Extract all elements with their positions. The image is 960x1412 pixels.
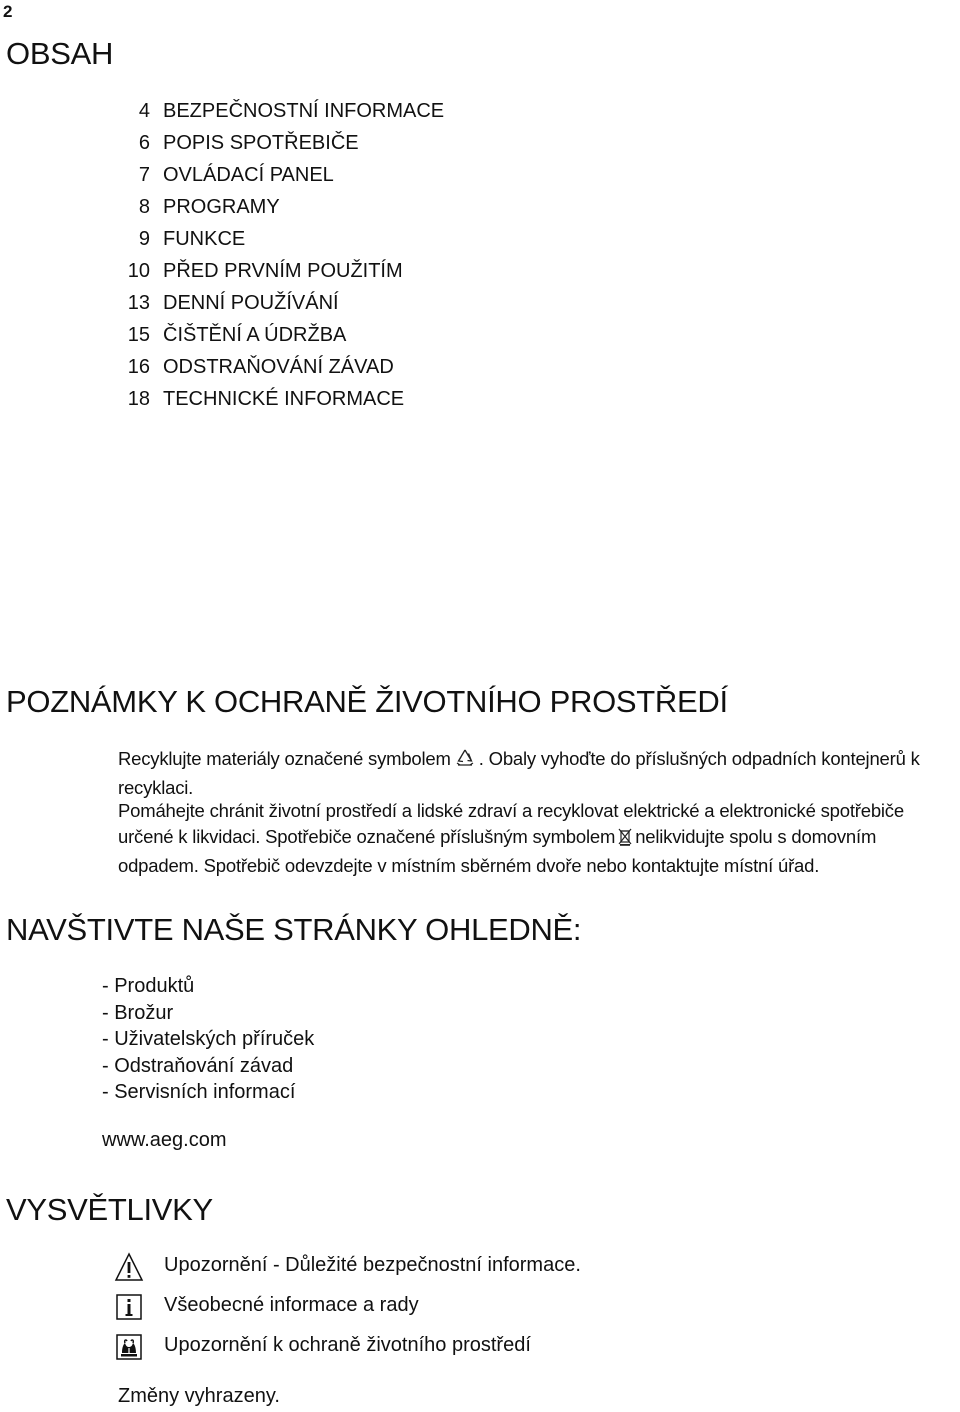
weee-text-after: nelikvidujte spolu s domovním odpadem. Spotřebič odevzdejte v místním sběrném dvoře nebo kontaktujte místní úřad. <box>118 826 877 876</box>
warning-icon <box>114 1252 144 1282</box>
list-item: - Uživatelských příruček <box>102 1028 315 1050</box>
legend-text: Všeobecné informace a rady <box>164 1294 419 1316</box>
recycling-paragraph <box>118 746 958 801</box>
toc-item[interactable] <box>110 385 404 413</box>
crossed-bin-icon <box>618 827 632 853</box>
toc-page-number: 18 <box>127 388 150 410</box>
legend-text: Upozornění k ochraně životního prostředí <box>164 1334 531 1356</box>
toc-item[interactable] <box>110 353 394 381</box>
weee-paragraph <box>118 798 958 879</box>
recycling-text: Recyklujte materiály označené symbolem <box>118 748 451 769</box>
toc-page-number: 16 <box>127 356 150 378</box>
toc-title: ODSTRAŇOVÁNÍ ZÁVAD <box>163 356 394 378</box>
toc-title: DENNÍ POUŽÍVÁNÍ <box>163 292 339 314</box>
toc-page-number: 15 <box>127 324 150 346</box>
environment-icon <box>114 1332 144 1362</box>
toc-title: PŘED PRVNÍM POUŽITÍM <box>163 260 403 282</box>
website-link[interactable]: www.aeg.com <box>102 1129 227 1151</box>
info-icon <box>114 1292 144 1322</box>
list-item: - Odstraňování závad <box>102 1054 294 1077</box>
toc-title: PROGRAMY <box>163 196 280 218</box>
list-item: - Servisních informací <box>102 1081 296 1103</box>
toc-page-number: 10 <box>127 260 150 282</box>
legend-heading: VYSVĚTLIVKY <box>6 1192 213 1227</box>
recycle-icon <box>454 748 476 775</box>
toc-item[interactable] <box>110 129 359 157</box>
toc-item[interactable] <box>110 97 444 125</box>
toc-page-number: 8 <box>138 196 150 218</box>
list-item: - Brožur <box>102 1001 174 1024</box>
footer-note: Změny vyhrazeny. <box>118 1385 280 1407</box>
weee-text: Pomáhejte chránit životní prostředí a lidské zdraví a recyklovat elektrické a elektronické spotřebiče určené k likvidaci. Spotřebiče označené příslušným symbolem <box>118 800 904 847</box>
visit-list <box>102 973 314 1106</box>
toc-item[interactable] <box>110 161 334 189</box>
toc-title: ČIŠTĚNÍ A ÚDRŽBA <box>163 324 347 346</box>
toc-title: POPIS SPOTŘEBIČE <box>163 132 359 154</box>
toc-item[interactable] <box>110 257 403 285</box>
legend-text: Upozornění - Důležité bezpečnostní informace. <box>164 1254 581 1276</box>
toc-page-number: 9 <box>138 228 150 250</box>
page-number: 2 <box>3 2 13 21</box>
recycling-text-after: . Obaly vyhoďte do příslušných odpadních kontejnerů k recyklaci. <box>118 748 920 798</box>
environment-heading: POZNÁMKY K OCHRANĚ ŽIVOTNÍHO PROSTŘEDÍ <box>6 684 728 719</box>
list-item: - Produktů <box>102 975 195 997</box>
toc-title: FUNKCE <box>163 228 246 250</box>
toc-item[interactable] <box>110 193 280 221</box>
toc-title: TECHNICKÉ INFORMACE <box>163 388 405 410</box>
visit-heading: NAVŠTIVTE NAŠE STRÁNKY OHLEDNĚ: <box>6 912 582 947</box>
toc-page-number: 7 <box>138 164 150 186</box>
toc-item[interactable] <box>110 321 346 349</box>
toc-title: OVLÁDACÍ PANEL <box>163 164 334 186</box>
toc-item[interactable] <box>110 225 245 253</box>
toc-item[interactable] <box>110 289 339 317</box>
toc-page-number: 13 <box>127 292 150 314</box>
toc-title: BEZPEČNOSTNÍ INFORMACE <box>163 100 445 122</box>
toc-page-number: 4 <box>138 100 150 122</box>
toc-page-number: 6 <box>138 132 150 154</box>
contents-heading: OBSAH <box>6 36 114 71</box>
